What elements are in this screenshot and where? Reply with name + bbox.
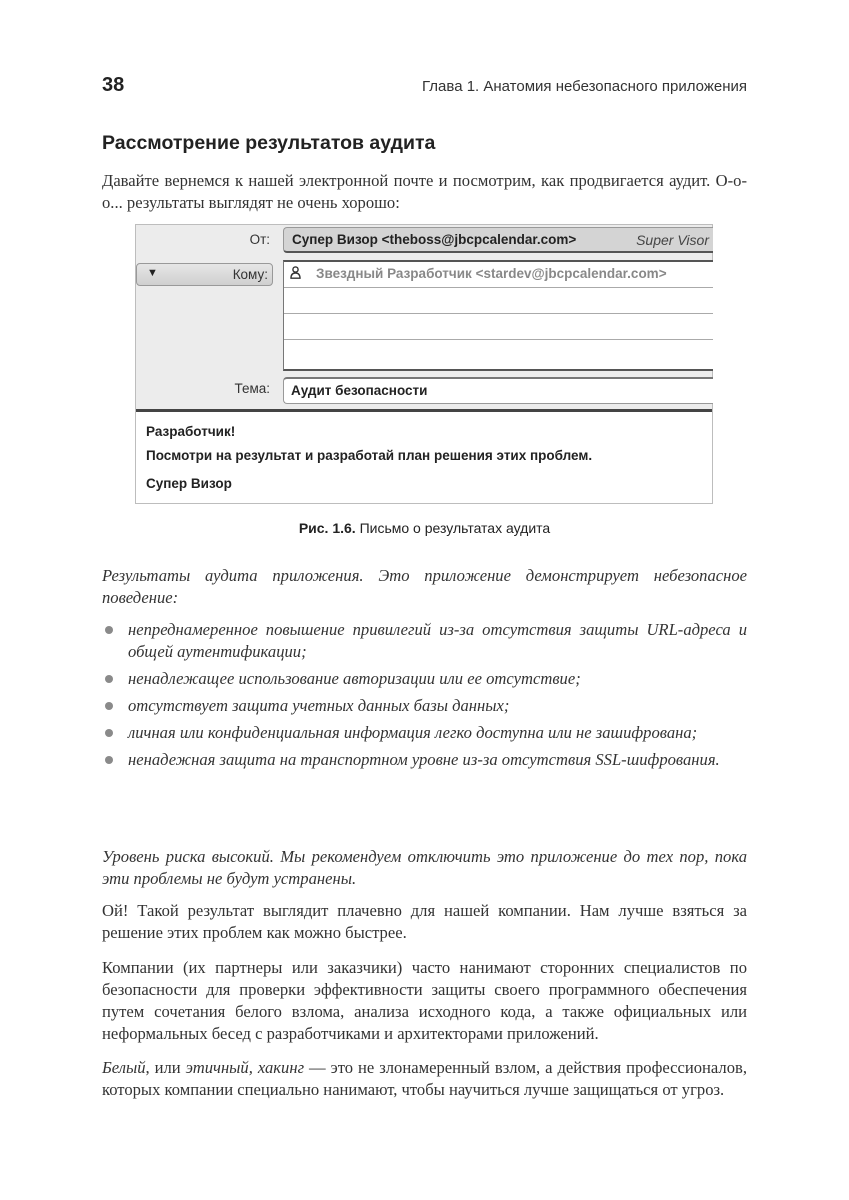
bullet-icon (105, 675, 113, 683)
chevron-down-icon: ▼ (147, 267, 158, 279)
white-hacking-paragraph (102, 1057, 747, 1101)
email-body-message: Посмотри на результат и разработай план решения этих проблем. (146, 448, 593, 463)
bullet-icon (105, 756, 113, 764)
from-display-name: Super Visor (636, 232, 709, 248)
list-item (102, 668, 747, 690)
to-label: Кому: (232, 267, 268, 282)
finding-text: ненадежная защита на транспортном уровне из-за отсутствия SSL-шифрования. (128, 750, 720, 769)
caption-label: Рис. 1.6. (298, 520, 356, 536)
bullet-icon (105, 626, 113, 634)
audit-intro: Результаты аудита приложения. Это приложение демонстрирует небезопасное поведение: (102, 566, 747, 607)
list-item (102, 695, 747, 717)
email-body-signature: Супер Визор (146, 476, 232, 491)
recipient-row[interactable] (284, 288, 713, 314)
list-item (102, 749, 747, 771)
term-ethical-hacking: этичный, хакинг (185, 1058, 305, 1077)
list-item (102, 722, 747, 744)
companies-paragraph: Компании (их партнеры или заказчики) часто нанимают сторонних специалистов по безопасности для проверки эффективности защиты своего программного обеспечения путем сочетания белого взлома, анализа исходного кода, а также официальных или неформальных бесед с разработчиками и архитекторами приложений. (102, 958, 747, 1043)
to-dropdown-button[interactable] (136, 263, 273, 286)
finding-text: отсутствует защита учетных данных базы данных; (128, 696, 510, 715)
risk-paragraph: Уровень риска высокий. Мы рекомендуем отключить это приложение до тех пор, пока эти проблемы не будут устранены. (102, 847, 747, 888)
caption-text: Письмо о результатах аудита (359, 520, 551, 536)
bullet-icon (105, 702, 113, 710)
figure-caption (0, 520, 849, 536)
running-head: Глава 1. Анатомия небезопасного приложения (422, 78, 747, 95)
email-body[interactable] (136, 412, 712, 503)
section-title: Рассмотрение результатов аудита (102, 132, 436, 154)
recipient-row[interactable] (284, 340, 713, 366)
finding-text: непреднамеренное повышение привилегий из-за отсутствия защиты URL-адреса и общей аутентификации; (128, 620, 747, 661)
from-field[interactable] (283, 227, 713, 253)
subject-label: Тема: (234, 381, 270, 396)
connector-text: , или (145, 1058, 186, 1077)
audit-findings-list (102, 619, 747, 776)
recipients-list (283, 260, 713, 371)
from-label: От: (249, 232, 270, 247)
page-number: 38 (102, 74, 125, 96)
from-value: Супер Визор <theboss@jbcpcalendar.com> (292, 232, 577, 247)
finding-text: ненадлежащее использование авторизации или ее отсутствие; (128, 669, 581, 688)
subject-field[interactable]: Аудит безопасности (283, 377, 713, 404)
recipient-row[interactable] (284, 314, 713, 340)
bullet-icon (105, 729, 113, 737)
email-window (135, 224, 713, 504)
term-white: Белый (102, 1058, 146, 1077)
intro-paragraph: Давайте вернемся к нашей электронной почте и посмотрим, как продвигается аудит. О-о-о... результаты выглядят не очень хорошо: (102, 171, 747, 212)
finding-text: личная или конфиденциальная информация легко доступна или не зашифрована; (128, 723, 698, 742)
oops-paragraph: Ой! Такой результат выглядит плачевно для нашей компании. Нам лучше взяться за решение этих проблем как можно быстрее. (102, 901, 747, 942)
recipient-row[interactable] (284, 262, 713, 288)
list-item (102, 619, 747, 663)
definition-text: — это не злонамеренный взлом, а действия профессионалов, которых компании специально нанимают, чтобы научиться лучше защищаться от угроз. (102, 1058, 747, 1099)
email-body-greeting: Разработчик! (146, 424, 236, 439)
recipient-value: Звездный Разработчик <stardev@jbcpcalendar.com> (316, 266, 667, 281)
person-icon (290, 266, 302, 282)
